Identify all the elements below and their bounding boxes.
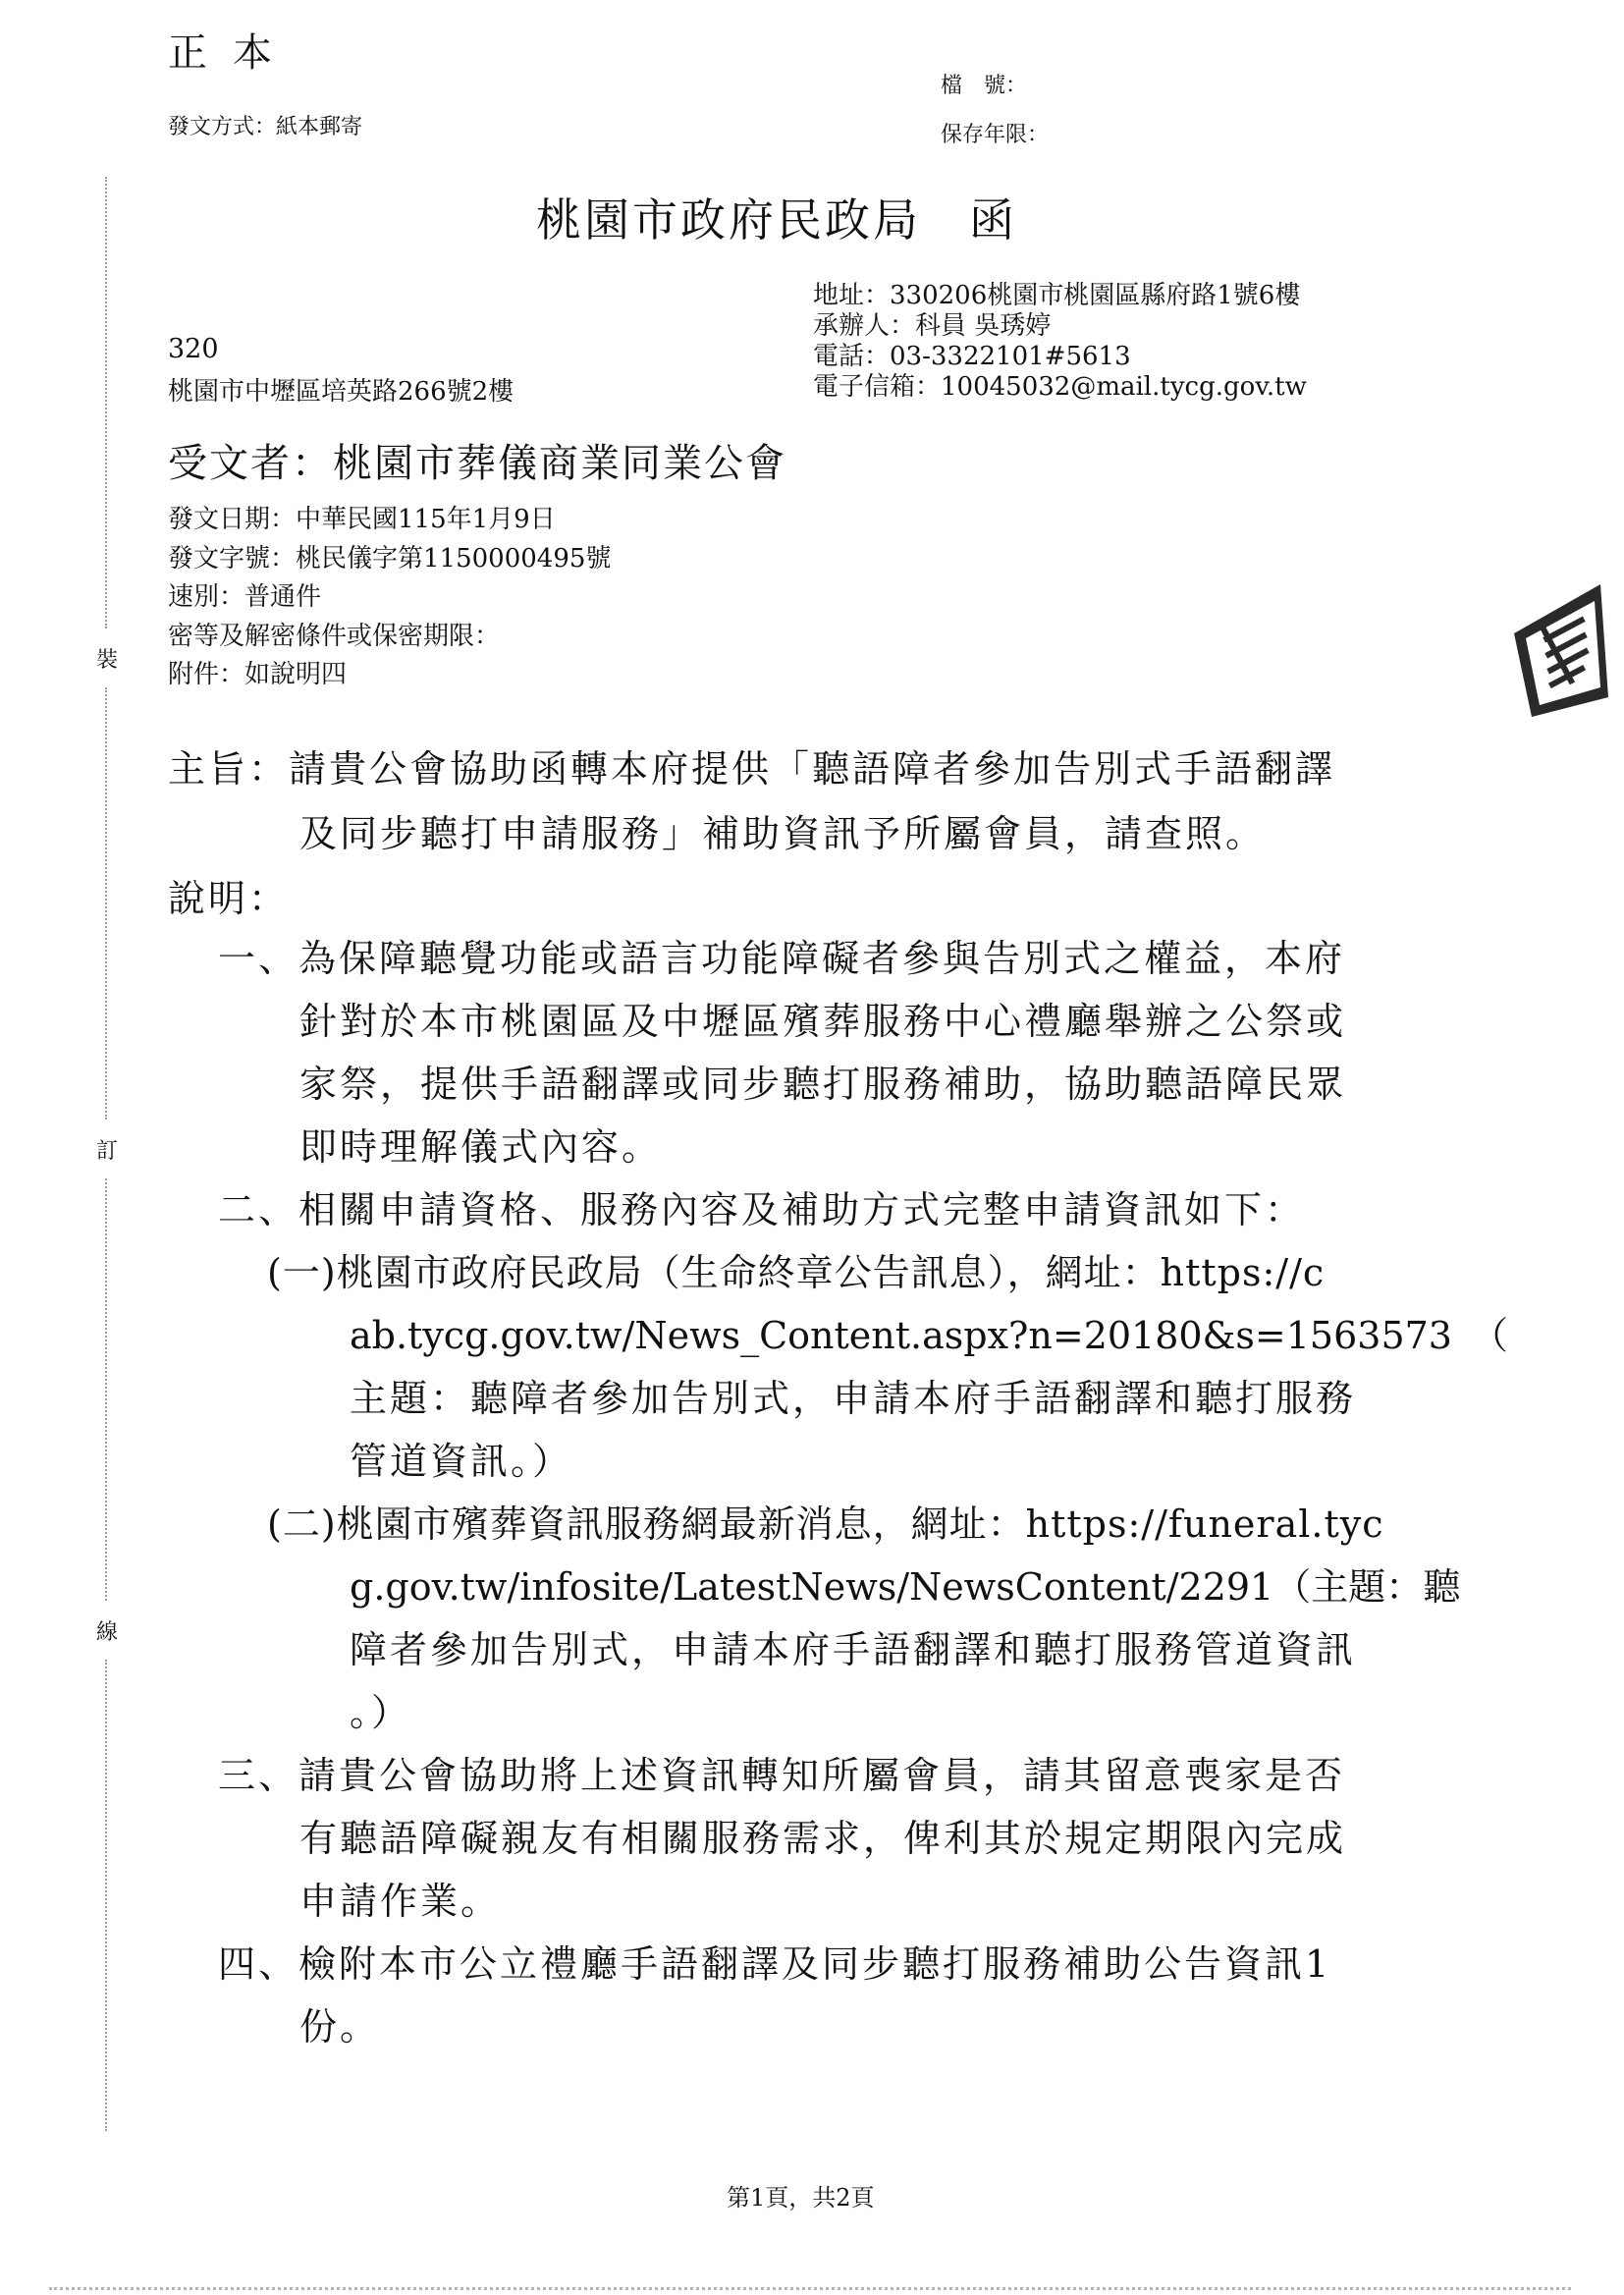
binding-line — [105, 1660, 107, 2131]
item-three-line: 三、請貴公會協助將上述資訊轉知所屬會員，請其留意喪家是否 — [218, 1754, 1346, 1797]
sender-handler: 承辦人：科員 吳琇婷 — [813, 311, 1052, 341]
scan-artifact-line — [49, 2287, 1571, 2290]
item-two-sub1-line: ab.tycg.gov.tw/News_Content.aspx?n=20180&s=1563573 （ — [350, 1314, 1508, 1357]
item-two-sub2-line: 。） — [350, 1691, 412, 1734]
binding-line — [105, 687, 107, 1120]
delivery-method: 發文方式：紙本郵寄 — [168, 115, 363, 139]
sender-phone: 電話：03-3322101#5613 — [813, 342, 1131, 371]
recipient-postal-code: 320 — [168, 334, 219, 364]
item-two-sub2-line: g.gov.tw/infosite/LatestNews/NewsContent/2291（主題：聽 — [350, 1565, 1461, 1609]
recipient: 受文者：桃園市葬儀商業同業公會 — [168, 441, 786, 486]
item-two-sub2-line: 障者參加告別式，申請本府手語翻譯和聽打服務管道資訊 — [350, 1628, 1357, 1671]
page-number: 第1頁，共2頁 — [727, 2184, 875, 2212]
item-two-sub1-line: 管道資訊。） — [350, 1440, 573, 1483]
item-one-line: 家祭，提供手語翻譯或同步聽打服務補助，協助聽語障民眾 — [299, 1063, 1347, 1106]
item-three-line: 有聽語障礙親友有相關服務需求，俾利其於規定期限內完成 — [299, 1817, 1347, 1860]
document-meta — [168, 501, 611, 695]
item-four-line: 四、檢附本市公立禮廳手語翻譯及同步聽打服務補助公告資訊1 — [218, 1942, 1332, 1986]
binding-mark: 訂 — [96, 1139, 119, 1164]
copy-mark: 正本 — [168, 30, 298, 76]
item-three-line: 申請作業。 — [299, 1880, 502, 1923]
item-two-sub1-line: (一)桃園市政府民政局（生命終章公告訊息），網址：https://c — [267, 1251, 1326, 1294]
recipient-address: 桃園市中壢區培英路266號2樓 — [168, 377, 514, 407]
sender-address: 地址：330206桃園市桃園區縣府路1號6樓 — [813, 281, 1301, 310]
binding-line — [105, 1178, 107, 1601]
attachment-info: 附件：如說明四 — [168, 660, 348, 689]
subject-line: 主旨：請貴公會協助函轉本府提供「聽語障者參加告別式手語翻譯 — [168, 747, 1336, 791]
sender-email: 電子信箱：10045032@mail.tycg.gov.tw — [813, 372, 1307, 402]
seal-stamp — [1502, 579, 1610, 727]
item-two-line: 二、相關申請資格、服務內容及補助方式完整申請資訊如下： — [218, 1188, 1306, 1231]
sender-info — [813, 281, 1307, 403]
item-one-line: 即時理解儀式內容。 — [299, 1125, 663, 1169]
document-number: 發文字號：桃民儀字第1150000495號 — [168, 543, 612, 574]
item-two-sub1-line: 主題：聽障者參加告別式，申請本府手語翻譯和聽打服務 — [350, 1377, 1357, 1420]
item-four-line: 份。 — [299, 2005, 381, 2049]
item-two-sub2-line: (二)桃園市殯葬資訊服務網最新消息，網址：https://funeral.tyc — [267, 1503, 1384, 1546]
explanation-label: 說明： — [168, 877, 290, 920]
item-one-line: 針對於本市桃園區及中壢區殯葬服務中心禮廳舉辦之公祭或 — [299, 1000, 1347, 1043]
speed-category: 速別：普通件 — [168, 582, 322, 612]
subject-line: 及同步聽打申請服務」補助資訊予所屬會員，請查照。 — [299, 812, 1267, 855]
issue-date: 發文日期：中華民國115年1月9日 — [168, 505, 556, 534]
retention-period-label: 保存年限： — [941, 123, 1050, 147]
item-one-line: 一、為保障聽覺功能或語言功能障礙者參與告別式之權益，本府 — [218, 937, 1346, 980]
secrecy-level: 密等及解密條件或保密期限： — [168, 621, 501, 651]
file-number-label: 檔 號： — [941, 74, 1028, 98]
binding-mark: 裝 — [96, 648, 119, 673]
document-title: 桃園市政府民政局 函 — [536, 193, 1017, 246]
binding-mark: 線 — [96, 1620, 119, 1645]
binding-line — [105, 177, 107, 628]
